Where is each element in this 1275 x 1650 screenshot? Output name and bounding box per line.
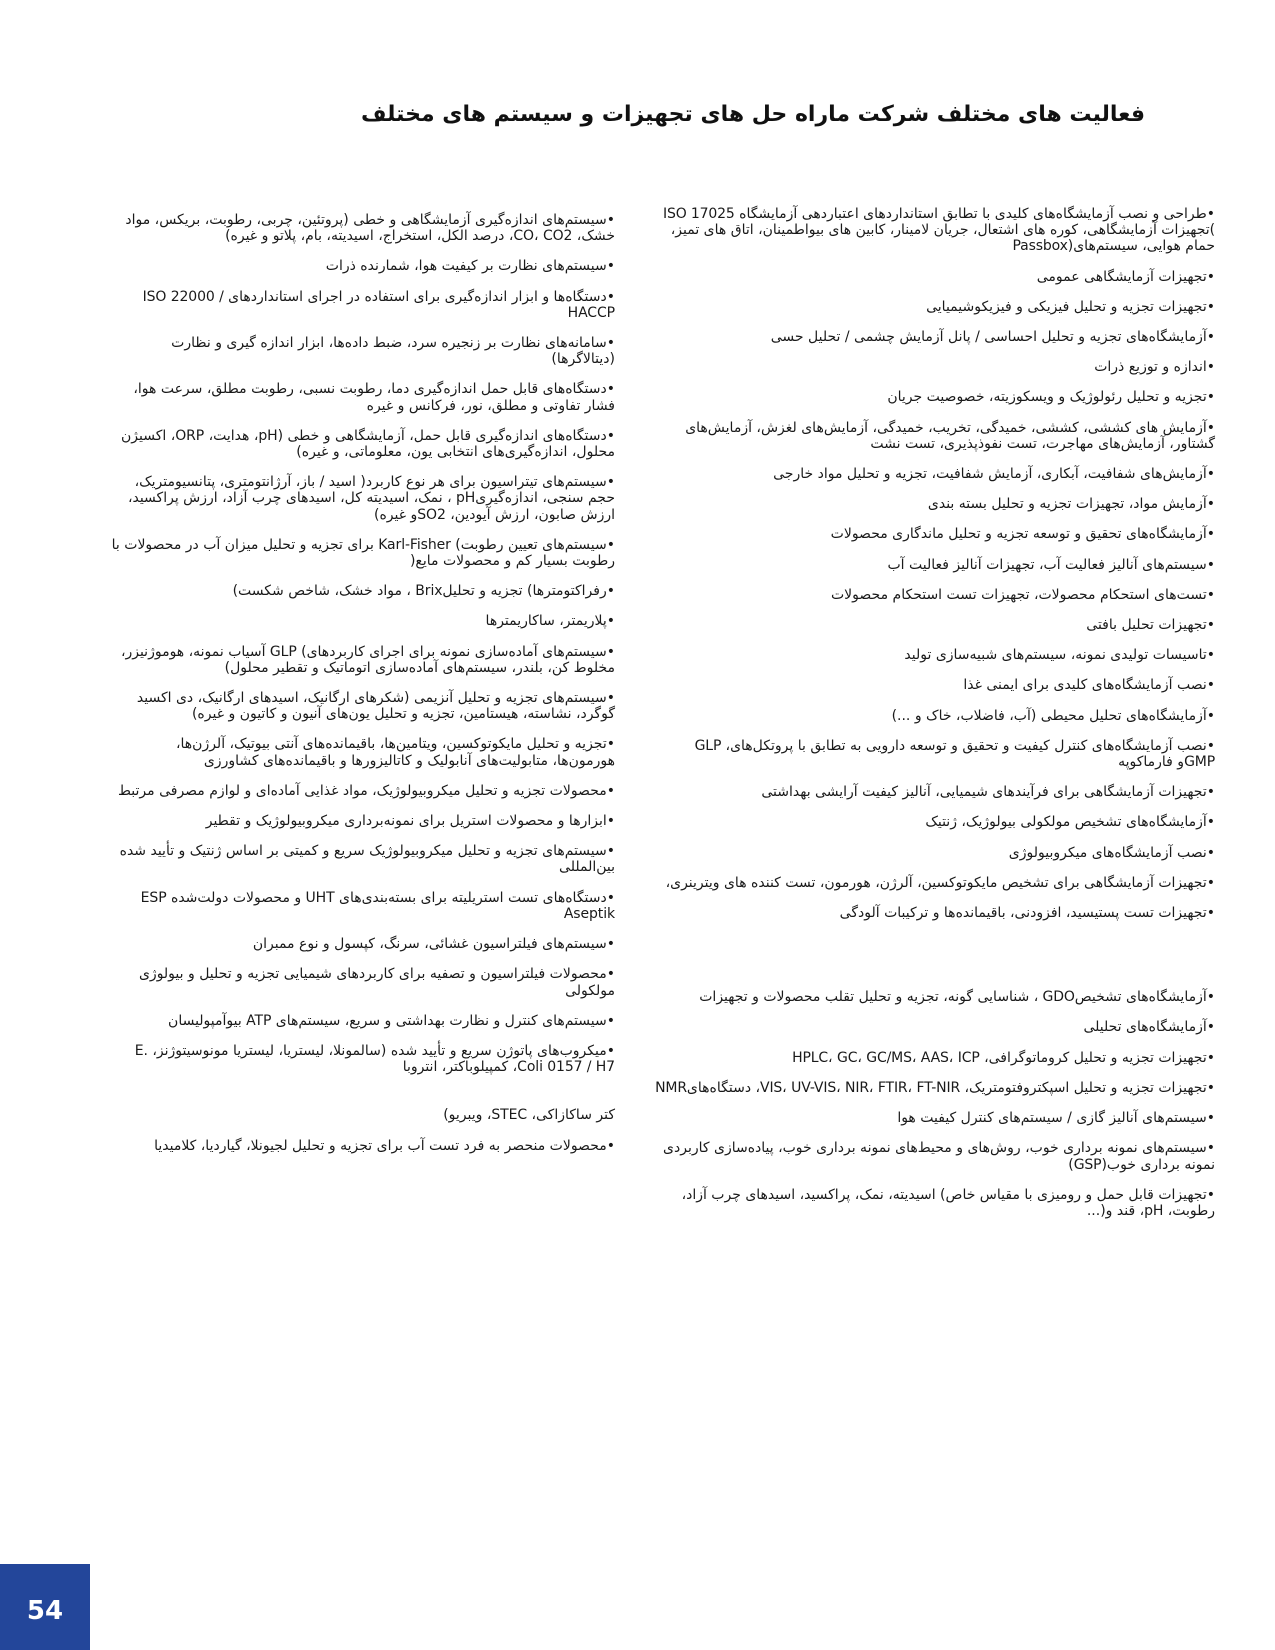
list-item: کتر ساکازاکی، STEC، ویبریو)	[443, 1107, 615, 1124]
list-item: •تجهیزات تست پستیسید، افزودنی، باقیمانده‌ها و ترکیبات آلودگی	[839, 905, 1215, 922]
list-item: •سیستم‌های نمونه برداری خوب، روش‌های و محیط‌های نمونه برداری خوب، پیاده‌سازی کاربردی نمونه برداری خوب(GSP)	[663, 1140, 1215, 1173]
list-item: •ابزارها و محصولات استریل برای نمونه‌برداری میکروبیولوژیک و تقطیر	[205, 813, 615, 830]
list-item: •سیستم‌های آنالیز گازی / سیستم‌های کنترل کیفیت هوا	[897, 1110, 1215, 1127]
list-item: •سامانه‌های نظارت بر زنجیره سرد، ضبط داده‌ها، ابزار اندازه گیری و نظارت (دیتالاگرها)	[171, 335, 615, 368]
list-item: •آزمایش های کششی، کششی، خمیدگی، تخریب، خمیدگی، آزمایش‌های لغزش، آزمایش‌های گشتاور، آزمایش‌های مهاجرت، تست نفوذپذیری، تست نشت	[685, 419, 1215, 452]
list-item: •آزمایشگاه‌های تحقیق و توسعه تجزیه و تحلیل ماندگاری محصولات	[830, 526, 1215, 543]
list-item: •نصب آزمایشگاه‌های کنترل کیفیت و تحقیق و توسعه دارویی به تطابق با پروتکل‌هایGLP ، GMPو فارماکوپه	[694, 737, 1215, 771]
list-item: •سیستم‌های تجزیه و تحلیل آنزیمی (شکرهای ارگانیک، اسیدهای ارگانیک، دی اکسید گوگرد، نشاسته، هیستامین، تجزیه و تحلیل یون‌های آنیون و کاتیون و غیره)	[136, 690, 615, 723]
list-item: •آزمایشگاه‌های تحلیلی	[1083, 1019, 1215, 1036]
list-item: •نصب آزمایشگاه‌های میکروبیولوژی	[1008, 844, 1215, 861]
spacer	[110, 1089, 615, 1107]
list-item: •سیستم‌های آماده‌سازی نمونه برای اجرای کاربردهای) GLP آسیاب نمونه، هوموژنیزر، مخلوط کن، بلندر، سیستم‌های آماده‌سازی اتوماتیک و تقطیر محلول)	[120, 643, 615, 676]
list-item: •آزمایشگاه‌های تحلیل محیطی (آب، فاضلاب، خاک و ...)	[891, 707, 1215, 724]
left-column	[110, 212, 615, 1168]
list-item: •رفراکتومترها) تجزیه و تحلیلBrix ، مواد خشک، شاخص شکست)	[232, 583, 615, 600]
right-column-group-2	[655, 989, 1215, 1219]
list-item: •دستگاه‌های تست استریلیته برای بسته‌بندی‌های UHT و محصولات دولت‌شده ESP Aseptik	[140, 889, 615, 922]
list-item: •سیستم‌های تعیین رطوبت) Karl-Fisher برای تجزیه و تحلیل میزان آب در محصولات با رطوبت بسیار کم و محصولات مایع(	[111, 536, 615, 570]
page-title: فعالیت های مختلف شرکت ماراه حل های تجهیزات و سیستم های مختلف	[360, 102, 1145, 127]
right-column-group-1	[655, 206, 1215, 921]
list-item: •سیستم‌های کنترل و نظارت بهداشتی و سریع، سیستم‌های ATP بیوآمپولیسان	[168, 1012, 615, 1029]
list-item: •آزمایش مواد، تجهیزات تجزیه و تحلیل بسته بندی	[927, 496, 1215, 513]
list-item: •اندازه و توزیع ذرات	[1094, 359, 1215, 376]
list-item: •تست‌های استحکام محصولات، تجهیزات تست استحکام محصولات	[831, 586, 1215, 603]
list-item: •سیستم‌های تیتراسیون برای هر نوع کاربرد( اسید / باز، آرژانتومتری، پتانسیومتریک، حجم سنجی، اندازه‌گیریpH ، نمک، اسیدیته کل، اسیدهای چرب آزاد، ارزش پراکسید، ارزش صابون، ارزش آیودین، SO2و غیره)	[127, 474, 615, 523]
list-item: •سیستم‌های نظارت بر کیفیت هوا، شمارنده ذرات	[325, 258, 615, 275]
list-item: •محصولات فیلتراسیون و تصفیه برای کاربردهای شیمیایی تجزیه و تحلیل و بیولوژی مولکولی	[138, 966, 615, 999]
list-item: •تجهیزات قابل حمل و رومیزی با مقیاس خاص) اسیدیته، نمک، پراکسید، اسیدهای چرب آزاد، رطوبت، pH، قند و(...	[681, 1186, 1215, 1219]
list-item: •تجهیزات تجزیه و تحلیل کروماتوگرافی، HPLC، GC، GC/MS، AAS، ICP	[792, 1049, 1215, 1066]
list-item: •پلاریمتر، ساکاریمترها	[485, 613, 615, 630]
list-item: •تجهیزات تجزیه و تحلیل فیزیکی و فیزیکوشیمیایی	[926, 298, 1215, 315]
list-item: •دستگاه‌ها و ابزار اندازه‌گیری برای استفاده در اجرای استانداردهای ISO 22000 / HACCP	[142, 288, 615, 321]
list-item: •آزمایشگاه‌های تشخیصGDO ، شناسایی گونه، تجزیه و تحلیل تقلب محصولات و تجهیزات	[699, 989, 1215, 1006]
list-item: •تجهیزات آزمایشگاهی برای فرآیندهای شیمیایی، آنالیز کیفیت آرایشی بهداشتی	[761, 784, 1215, 801]
list-item: •سیستم‌های اندازه‌گیری آزمایشگاهی و خطی (پروتئین، چربی، رطوبت، بریکس، مواد خشک، CO، CO2، درصد الکل، استخراج، اسیدیته، بام، پلاتو و غیره)	[125, 212, 615, 245]
list-item: •آزمایشگاه‌های تجزیه و تحلیل احساسی / پانل آزمایش چشمی / تحلیل حسی	[770, 329, 1215, 346]
list-item: •میکروب‌های پاتوژن سریع و تأیید شده (سالمونلا، لیستریا، لیستریا مونوسیتوژنز، E. Coli 0157 / H7، کمپیلوباکتر، انتروبا	[134, 1042, 615, 1076]
list-item: •سیستم‌های تجزیه و تحلیل میکروبیولوژیک سریع و کمیتی بر اساس ژنتیک و تأیید شده بین‌المللی	[119, 843, 615, 876]
list-item: •آزمایش‌های شفافیت، آبکاری، آزمایش شفافیت، تجزیه و تحلیل مواد خارجی	[773, 466, 1215, 483]
list-item: •تجهیزات آزمایشگاهی عمومی	[1036, 268, 1215, 285]
list-item: •دستگاه‌های قابل حمل اندازه‌گیری دما، رطوبت نسبی، رطوبت مطلق، سرعت هوا، فشار تفاوتی و مطلق، نور، فرکانس و غیره	[133, 381, 615, 414]
list-item: •محصولات تجزیه و تحلیل میکروبیولوژیک، مواد غذایی آماده‌ای و لوازم مصرفی مرتبط	[118, 782, 615, 799]
list-item: •تجهیزات تجزیه و تحلیل اسپکتروفتومتریک، VIS، UV-VIS، NIR، FTIR، FT-NIR، دستگاه‌هایNMR	[655, 1079, 1215, 1096]
list-item: •تجزیه و تحلیل رئولوژیک و ویسکوزیته، خصوصیت جریان	[887, 389, 1215, 406]
list-item: •سیستم‌های فیلتراسیون غشائی، سرنگ، کپسول و نوع ممبران	[252, 936, 615, 953]
list-item: •تجهیزات تحلیل بافتی	[1086, 617, 1215, 634]
list-item: •نصب آزمایشگاه‌های کلیدی برای ایمنی غذا	[963, 677, 1215, 694]
list-item: •تاسیسات تولیدی نمونه، سیستم‌های شبیه‌سازی تولید	[904, 647, 1215, 664]
list-item: •طراحی و نصب آزمایشگاه‌های کلیدی با تطابق استانداردهای اعتباردهی آزمایشگاه ISO 17025 )تجهیزات آزمایشگاهی، کوره های اشتعال، جریان لامینار، کابین های بیواطمینان، اتاق های تمیز، حمام هوایی، سیستم‌های(Passbox	[663, 206, 1215, 255]
list-item: •محصولات منحصر به فرد تست آب برای تجزیه و تحلیل لجیونلا، گیاردیا، کلامیدیا	[154, 1137, 615, 1154]
list-item: •تجهیزات آزمایشگاهی برای تشخیص مایکوتوکسین، آلرژن، هورمون، تست کننده های ویترینری،	[665, 874, 1215, 891]
page-number: 54	[26, 1596, 64, 1626]
list-item: •دستگاه‌های اندازه‌گیری قابل حمل، آزمایشگاهی و خطی (pH، هدایت، ORP، اکسیژن محلول، اندازه‌گیری‌های انتخابی یون، معلوماتی، و غیره)	[121, 427, 615, 461]
spacer	[655, 935, 1215, 989]
list-item: •سیستم‌های آنالیز فعالیت آب، تجهیزات آنالیز فعالیت آب	[887, 556, 1215, 573]
list-item: •آزمایشگاه‌های تشخیص مولکولی بیولوژیک، ژنتیک	[925, 814, 1215, 831]
right-column	[655, 206, 1215, 1233]
list-item: •تجزیه و تحلیل مایکوتوکسین، ویتامین‌ها، باقیمانده‌های آنتی بیوتیک، آلرژن‌ها، هورمون‌ها، متابولیت‌های آنابولیک و کاتالیزورها و باقیمانده‌های کشاورزی	[176, 736, 615, 769]
